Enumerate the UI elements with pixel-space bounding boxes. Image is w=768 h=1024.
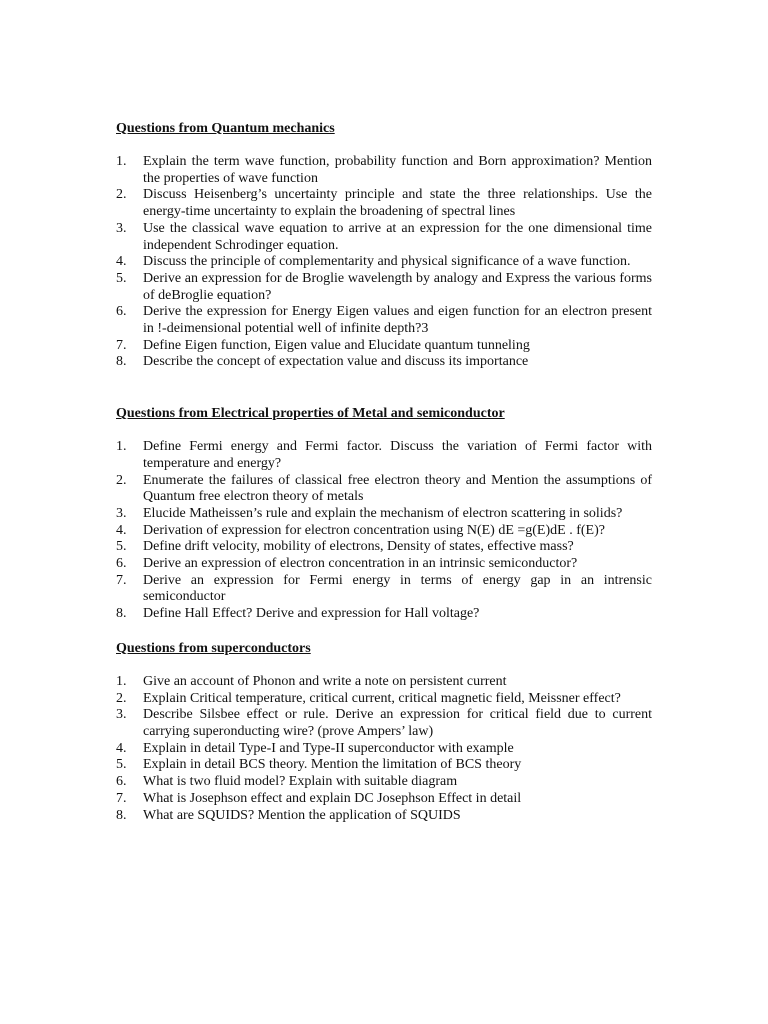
list-item <box>116 254 652 271</box>
list-item <box>116 221 652 254</box>
question-text: Use the classical wave equation to arrive at an expression for the one dimensional time independent Schrodinger equation. <box>143 220 652 253</box>
question-list-electrical-properties <box>116 439 652 623</box>
question-number: 6. <box>116 556 127 572</box>
question-text: What is two fluid model? Explain with suitable diagram <box>143 774 458 790</box>
question-number: 2. <box>116 690 127 706</box>
question-document <box>116 120 652 824</box>
question-text: Define Fermi energy and Fermi factor. Discuss the variation of Fermi factor with temperature and energy? <box>143 439 652 471</box>
section-title-electrical-properties: Questions from Electrical properties of Metal and semiconductor <box>116 406 505 422</box>
question-number: 4. <box>116 522 127 538</box>
question-number: 8. <box>116 807 127 823</box>
question-text: Explain Critical temperature, critical current, critical magnetic field, Meissner effect? <box>143 690 621 706</box>
question-number: 8. <box>116 606 127 622</box>
list-item <box>116 539 652 556</box>
list-item <box>116 473 652 506</box>
question-number: 1. <box>116 154 127 169</box>
list-item <box>116 304 652 337</box>
question-number: 7. <box>116 790 127 806</box>
question-text: Derivation of expression for electron concentration using N(E) dE =g(E)dE . f(E)? <box>143 522 605 538</box>
question-number: 7. <box>116 572 127 588</box>
question-number: 4. <box>116 740 127 756</box>
list-item <box>116 808 652 825</box>
list-item <box>116 271 652 304</box>
question-number: 5. <box>116 757 127 773</box>
question-text: Derive an expression for Fermi energy in terms of energy gap in an intrensic semiconductor <box>143 572 652 605</box>
list-item <box>116 791 652 808</box>
list-item <box>116 154 652 187</box>
list-item <box>116 741 652 758</box>
question-text: Describe the concept of expectation value and discuss its importance <box>143 354 529 370</box>
list-item <box>116 556 652 573</box>
question-text: Define Eigen function, Eigen value and Elucidate quantum tunneling <box>143 337 530 353</box>
question-text: Enumerate the failures of classical free electron theory and Mention the assumptions of Quantum free electron theory of metals <box>143 472 652 505</box>
question-number: 3. <box>116 707 127 723</box>
question-number: 5. <box>116 270 127 286</box>
question-text: Elucide Matheissen’s rule and explain the mechanism of electron scattering in solids? <box>143 505 623 521</box>
question-number: 3. <box>116 220 127 236</box>
list-item <box>116 774 652 791</box>
question-text: Derive the expression for Energy Eigen values and eigen function for an electron present in !-deimensional potential well of infinite depth?3 <box>143 304 652 337</box>
list-item <box>116 606 652 623</box>
question-number: 7. <box>116 337 127 353</box>
question-number: 6. <box>116 304 127 320</box>
question-text: Derive an expression for de Broglie wavelength by analogy and Express the various forms of deBroglie equation? <box>143 270 652 303</box>
list-item <box>116 691 652 708</box>
question-number: 5. <box>116 539 127 555</box>
list-item <box>116 674 652 691</box>
question-text: Give an account of Phonon and write a note on persistent current <box>143 673 507 689</box>
question-number: 6. <box>116 774 127 790</box>
question-number: 1. <box>116 439 127 455</box>
list-item <box>116 757 652 774</box>
question-text: Discuss the principle of complementarity and physical significance of a wave function. <box>143 254 631 270</box>
list-item <box>116 523 652 540</box>
question-number: 1. <box>116 673 127 689</box>
section-title-quantum-mechanics: Questions from Quantum mechanics <box>116 121 335 136</box>
list-item <box>116 338 652 355</box>
list-item <box>116 439 652 472</box>
question-text: Describe Silsbee effect or rule. Derive an expression for critical field due to current carrying superonducting wire? (prove Ampers’ law) <box>143 707 652 739</box>
question-text: Explain in detail BCS theory. Mention the limitation of BCS theory <box>143 757 522 773</box>
question-number: 2. <box>116 472 127 488</box>
list-item <box>116 707 652 740</box>
question-number: 2. <box>116 187 127 203</box>
question-number: 8. <box>116 354 127 370</box>
question-text: Explain in detail Type-I and Type-II superconductor with example <box>143 740 514 756</box>
section-title-superconductors: Questions from superconductors <box>116 640 311 656</box>
list-item <box>116 187 652 220</box>
question-text: What are SQUIDS? Mention the application of SQUIDS <box>143 807 461 823</box>
list-item <box>116 573 652 606</box>
question-number: 4. <box>116 254 127 270</box>
question-number: 3. <box>116 505 127 521</box>
question-text: Derive an expression of electron concentration in an intrinsic semiconductor? <box>143 556 578 572</box>
list-item <box>116 506 652 523</box>
question-text: Define drift velocity, mobility of electrons, Density of states, effective mass? <box>143 539 574 555</box>
question-text: Explain the term wave function, probability function and Born approximation? Mention the properties of wave function <box>143 154 652 186</box>
question-text: What is Josephson effect and explain DC Josephson Effect in detail <box>143 790 522 806</box>
question-text: Discuss Heisenberg’s uncertainty principle and state the three relationships. Use the energy-time uncertainty to explain the broadening of spectral lines <box>143 187 652 220</box>
question-list-superconductors <box>116 674 652 824</box>
question-list-quantum-mechanics <box>116 154 652 371</box>
list-item <box>116 354 652 371</box>
question-text: Define Hall Effect? Derive and expression for Hall voltage? <box>143 606 480 622</box>
